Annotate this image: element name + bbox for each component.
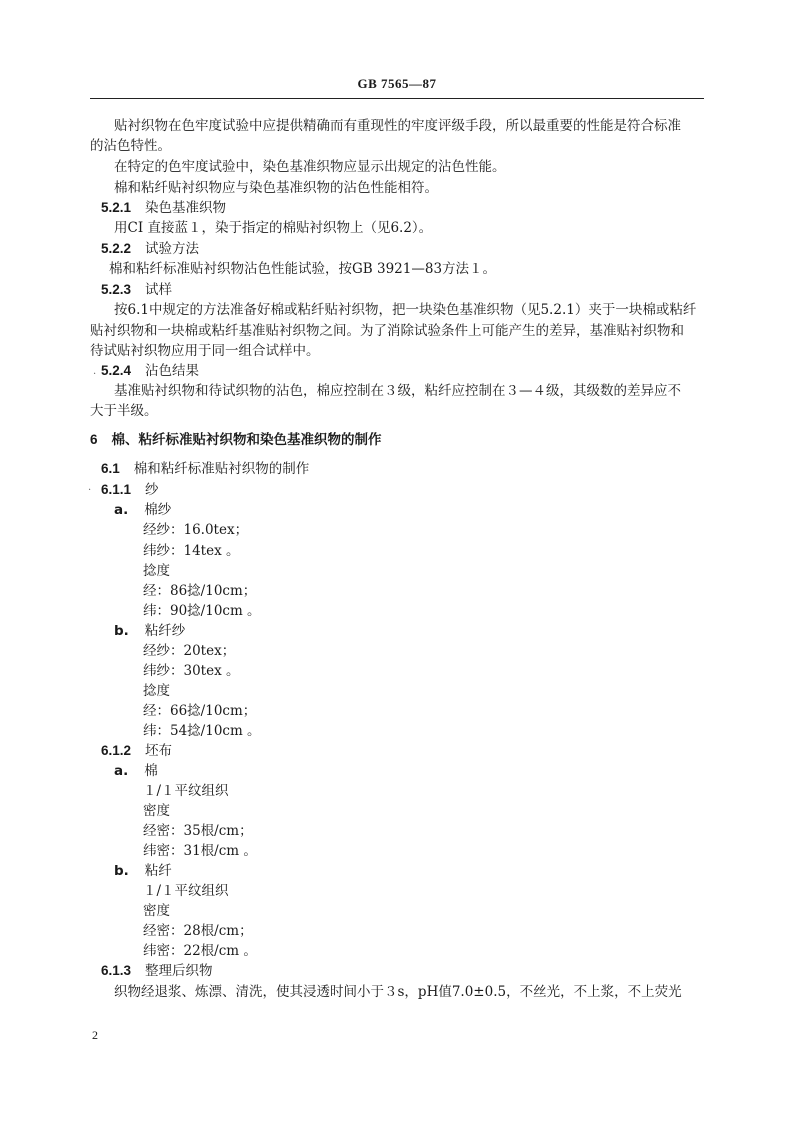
viscose-weave: １/１平纹组织 [143, 883, 229, 899]
viscose-density-label: 密度 [143, 903, 170, 919]
viscose-weft-yarn: 纬纱：30tex 。 [143, 663, 240, 679]
cotton-weave: １/１平纹组织 [143, 783, 229, 799]
item-b-heading [114, 622, 185, 640]
intro-line-4: 棉和粘纤贴衬织物应与染色基准织物的沾色性能相符。 [114, 180, 438, 196]
section-title: 纱 [145, 482, 159, 498]
section-number: 6 [90, 432, 98, 447]
cotton-weft-density: 纬密：31根/cm 。 [143, 843, 257, 859]
section-6-heading [90, 431, 382, 449]
viscose-twist-weft: 纬：54捻/10cm 。 [143, 723, 261, 739]
section-5-2-4-line-2: 大于半级。 [90, 403, 158, 419]
section-title: 坯布 [145, 743, 173, 759]
item-marker: b. [114, 863, 129, 879]
section-title: 沾色结果 [145, 363, 200, 379]
item-marker: a. [114, 502, 129, 518]
intro-line-2: 的沾色特性。 [90, 138, 171, 154]
section-6-1-2-heading [101, 742, 172, 760]
section-6-1-heading [101, 460, 309, 478]
section-5-2-4-heading [101, 362, 199, 380]
cotton-twist-weft: 纬：90捻/10cm 。 [143, 603, 261, 619]
cotton-twist-warp: 经：86捻/10cm； [143, 583, 257, 599]
item-title: 棉纱 [144, 502, 172, 518]
section-title: 染色基准织物 [145, 200, 227, 216]
section-5-2-3-line-3: 待试贴衬织物应用于同一组合试样中。 [90, 343, 320, 359]
scan-mark: . [88, 482, 92, 493]
section-5-2-3-line-2: 贴衬织物和一块棉或粘纤基准贴衬织物之间。为了消除试验条件上可能产生的差异，基准贴衬织物和 [90, 323, 684, 339]
section-number: 6.1.3 [101, 963, 132, 978]
cotton-density-label: 密度 [143, 803, 170, 819]
cotton-weft-yarn: 纬纱：14tex 。 [143, 543, 240, 559]
section-title: 棉、粘纤标准贴衬织物和染色基准织物的制作 [111, 432, 382, 448]
section-5-2-1-heading [101, 199, 226, 217]
section-5-2-1-body: 用CI 直接蓝１，染于指定的棉贴衬织物上（见6.2）。 [114, 220, 433, 236]
section-5-2-2-heading [101, 240, 199, 258]
cotton-warp-density: 经密：35根/cm； [143, 823, 253, 839]
item-a-heading [114, 501, 171, 519]
section-6-1-3-heading [101, 962, 213, 980]
viscose-twist-warp: 经：66捻/10cm； [143, 703, 257, 719]
cotton-warp-yarn: 经纱：16.0tex； [143, 522, 249, 538]
header-rule [90, 98, 704, 99]
section-number: 5.2.2 [101, 241, 132, 256]
section-number: 5.2.4 [101, 363, 132, 378]
viscose-warp-density: 经密：28根/cm； [143, 923, 253, 939]
section-number: 6.1 [101, 461, 120, 476]
section-5-2-2-body: 棉和粘纤标准贴衬织物沾色性能试验，按GB 3921—83方法１。 [109, 261, 497, 277]
scan-mark: . [93, 366, 97, 377]
viscose-weft-density: 纬密：22根/cm 。 [143, 943, 257, 959]
section-title: 整理后织物 [145, 963, 213, 979]
section-number: 6.1.1 [101, 482, 132, 497]
section-6-1-1-heading [101, 481, 159, 499]
section-title: 试验方法 [145, 241, 200, 257]
item-b-heading [114, 862, 172, 880]
document-header: GB 7565—87 [357, 76, 437, 91]
section-5-2-3-line-1: 按6.1中规定的方法准备好棉或粘纤贴衬织物，把一块染色基准织物（见5.2.1）夹于一块棉或粘纤 [114, 302, 697, 318]
page-number: 2 [92, 1028, 98, 1042]
viscose-warp-yarn: 经纱：20tex； [143, 643, 236, 659]
intro-line-1: 贴衬织物在色牢度试验中应提供精确而有重现性的牢度评级手段，所以最重要的性能是符合标准 [114, 118, 681, 134]
section-title: 棉和粘纤标准贴衬织物的制作 [133, 461, 310, 477]
item-title: 粘纤纱 [144, 623, 186, 639]
section-number: 5.2.3 [101, 282, 132, 297]
item-a-heading [114, 762, 158, 780]
section-number: 6.1.2 [101, 743, 132, 758]
section-6-1-3-body: 织物经退浆、炼漂、清洗，使其浸透时间小于３s，pH值7.0±0.5，不丝光，不上浆，不上荧光 [114, 984, 682, 1000]
item-title: 棉 [144, 763, 158, 779]
section-title: 试样 [145, 282, 173, 298]
cotton-twist-label: 捻度 [143, 563, 170, 579]
section-number: 5.2.1 [101, 200, 132, 215]
viscose-twist-label: 捻度 [143, 683, 170, 699]
item-title: 粘纤 [144, 863, 172, 879]
intro-line-3: 在特定的色牢度试验中，染色基准织物应显示出规定的沾色性能。 [114, 159, 506, 175]
item-marker: a. [114, 763, 129, 779]
item-marker: b. [114, 623, 129, 639]
section-5-2-3-heading [101, 281, 172, 299]
section-5-2-4-line-1: 基准贴衬织物和待试织物的沾色，棉应控制在３级，粘纤应控制在３—４级，其级数的差异应不 [114, 383, 681, 399]
